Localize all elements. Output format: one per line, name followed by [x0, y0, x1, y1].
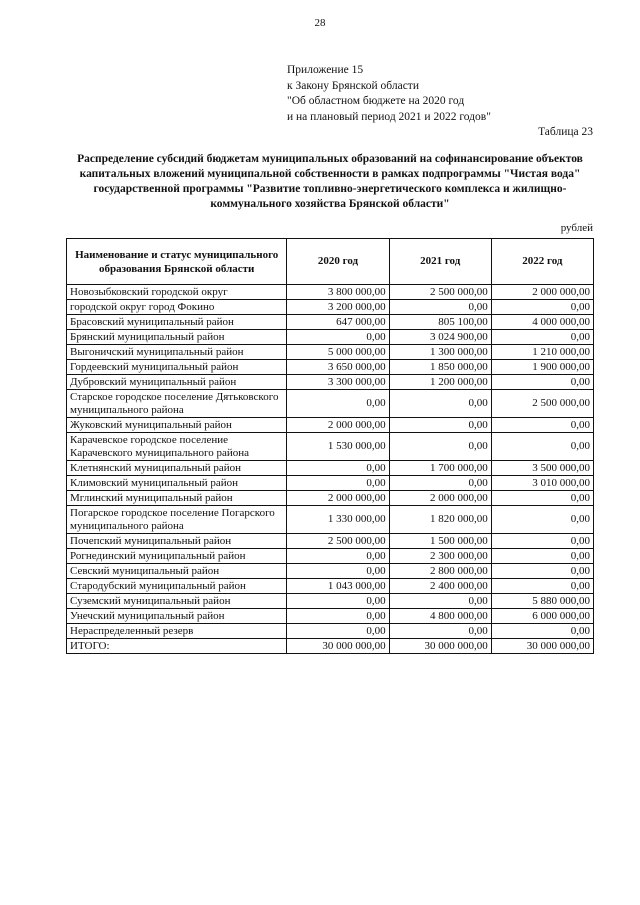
value-2020-cell: 2 500 000,00: [287, 534, 389, 549]
value-2020-cell: 0,00: [287, 390, 389, 418]
value-2020-cell: 1 043 000,00: [287, 579, 389, 594]
municipality-cell: Клетнянский муниципальный район: [67, 461, 287, 476]
table-row: [67, 491, 594, 506]
appendix-line: Приложение 15: [287, 64, 364, 76]
table-row: [67, 418, 594, 433]
municipality-cell: Гордеевский муниципальный район: [67, 360, 287, 375]
municipality-cell: Жуковский муниципальный район: [67, 418, 287, 433]
value-2021-cell: 30 000 000,00: [389, 639, 491, 654]
table-row: [67, 345, 594, 360]
municipality-cell: Старское городское поселение Дятьковского муниципального района: [67, 390, 287, 418]
table-row: [67, 476, 594, 491]
value-2022-cell: 30 000 000,00: [491, 639, 593, 654]
value-2022-cell: 1 900 000,00: [491, 360, 593, 375]
value-2020-cell: 647 000,00: [287, 315, 389, 330]
page-number: 28: [314, 17, 326, 29]
value-2022-cell: 0,00: [491, 375, 593, 390]
value-2021-cell: 0,00: [389, 624, 491, 639]
value-2020-cell: 0,00: [287, 564, 389, 579]
table-body: [67, 285, 594, 654]
value-2022-cell: 0,00: [491, 491, 593, 506]
appendix-line: к Закону Брянской области: [287, 79, 419, 92]
value-2022-cell: 3 010 000,00: [491, 476, 593, 491]
value-2020-cell: 1 530 000,00: [287, 433, 389, 461]
value-2021-cell: 2 500 000,00: [389, 285, 491, 300]
municipality-cell: Выгоничский муниципальный район: [67, 345, 287, 360]
value-2020-cell: 0,00: [287, 476, 389, 491]
municipality-cell: Погарское городское поселение Погарского муниципального района: [67, 506, 287, 534]
value-2022-cell: 0,00: [491, 624, 593, 639]
table-row: [67, 375, 594, 390]
table-row: [67, 360, 594, 375]
value-2021-cell: 0,00: [389, 433, 491, 461]
municipality-cell: Новозыбковский городской округ: [67, 285, 287, 300]
value-2021-cell: 2 300 000,00: [389, 549, 491, 564]
value-2020-cell: 0,00: [287, 624, 389, 639]
municipality-cell: Климовский муниципальный район: [67, 476, 287, 491]
municipality-cell: Стародубский муниципальный район: [67, 579, 287, 594]
table-row: [67, 564, 594, 579]
value-2022-cell: 3 500 000,00: [491, 461, 593, 476]
value-2022-cell: 0,00: [491, 564, 593, 579]
municipality-cell: Дубровский муниципальный район: [67, 375, 287, 390]
value-2022-cell: 0,00: [491, 300, 593, 315]
table-row: [67, 461, 594, 476]
municipality-cell: Почепский муниципальный район: [67, 534, 287, 549]
header-2021: 2021 год: [389, 239, 491, 285]
municipality-cell: Брянский муниципальный район: [67, 330, 287, 345]
value-2021-cell: 0,00: [389, 476, 491, 491]
value-2022-cell: 5 880 000,00: [491, 594, 593, 609]
value-2022-cell: 0,00: [491, 433, 593, 461]
municipality-cell: Мглинский муниципальный район: [67, 491, 287, 506]
value-2020-cell: 3 200 000,00: [287, 300, 389, 315]
value-2021-cell: 0,00: [389, 594, 491, 609]
table-row: [67, 300, 594, 315]
value-2022-cell: 0,00: [491, 506, 593, 534]
municipality-cell: городской округ город Фокино: [67, 300, 287, 315]
value-2022-cell: 2 500 000,00: [491, 390, 593, 418]
value-2020-cell: 3 300 000,00: [287, 375, 389, 390]
total-row: [67, 639, 594, 654]
value-2020-cell: 0,00: [287, 461, 389, 476]
value-2020-cell: 2 000 000,00: [287, 418, 389, 433]
value-2021-cell: 1 820 000,00: [389, 506, 491, 534]
value-2021-cell: 4 800 000,00: [389, 609, 491, 624]
value-2022-cell: 2 000 000,00: [491, 285, 593, 300]
table-number: Таблица 23: [538, 126, 593, 138]
table-header-row: [67, 239, 594, 285]
value-2021-cell: 1 700 000,00: [389, 461, 491, 476]
value-2020-cell: 2 000 000,00: [287, 491, 389, 506]
table-row: [67, 534, 594, 549]
value-2021-cell: 0,00: [389, 418, 491, 433]
table-row: [67, 506, 594, 534]
value-2022-cell: 6 000 000,00: [491, 609, 593, 624]
header-2022: 2022 год: [491, 239, 593, 285]
value-2021-cell: 2 000 000,00: [389, 491, 491, 506]
table-row: [67, 609, 594, 624]
table-row: [67, 390, 594, 418]
document-title: Распределение субсидий бюджетам муниципальных образований на софинансирование объектов капитальных вложений муниципальной собственности в рамках подпрограммы "Чистая вода" государственной программы "Развитие топливно-энергетического комплекса и жилищно-коммунального хозяйства Брянской области": [77, 153, 583, 210]
municipality-cell: Севский муниципальный район: [67, 564, 287, 579]
value-2020-cell: 3 650 000,00: [287, 360, 389, 375]
municipality-cell: Брасовский муниципальный район: [67, 315, 287, 330]
value-2021-cell: 3 024 900,00: [389, 330, 491, 345]
units-label: рублей: [560, 222, 593, 234]
value-2020-cell: 0,00: [287, 609, 389, 624]
value-2020-cell: 0,00: [287, 549, 389, 564]
value-2021-cell: 2 400 000,00: [389, 579, 491, 594]
value-2022-cell: 0,00: [491, 534, 593, 549]
value-2021-cell: 1 200 000,00: [389, 375, 491, 390]
header-2020: 2020 год: [287, 239, 389, 285]
value-2020-cell: 3 800 000,00: [287, 285, 389, 300]
value-2021-cell: 1 850 000,00: [389, 360, 491, 375]
table-row: [67, 594, 594, 609]
municipality-cell: Нераспределенный резерв: [67, 624, 287, 639]
value-2021-cell: 1 300 000,00: [389, 345, 491, 360]
municipality-cell: ИТОГО:: [67, 639, 287, 654]
appendix-line: и на плановый период 2021 и 2022 годов": [287, 110, 491, 123]
value-2020-cell: 1 330 000,00: [287, 506, 389, 534]
header-municipality: Наименование и статус муниципального образования Брянской области: [67, 239, 287, 285]
value-2020-cell: 5 000 000,00: [287, 345, 389, 360]
value-2020-cell: 30 000 000,00: [287, 639, 389, 654]
value-2022-cell: 0,00: [491, 579, 593, 594]
table-row: [67, 433, 594, 461]
value-2021-cell: 1 500 000,00: [389, 534, 491, 549]
table-row: [67, 624, 594, 639]
value-2021-cell: 2 800 000,00: [389, 564, 491, 579]
value-2022-cell: 0,00: [491, 330, 593, 345]
appendix-reference: [287, 63, 491, 125]
municipality-cell: Рогнединский муниципальный район: [67, 549, 287, 564]
table-row: [67, 579, 594, 594]
value-2022-cell: 4 000 000,00: [491, 315, 593, 330]
municipality-cell: Суземский муниципальный район: [67, 594, 287, 609]
municipality-cell: Карачевское городское поселение Карачевского муниципального района: [67, 433, 287, 461]
value-2021-cell: 0,00: [389, 390, 491, 418]
table-row: [67, 315, 594, 330]
subsidies-table: [66, 238, 594, 654]
table-row: [67, 285, 594, 300]
appendix-line: "Об областном бюджете на 2020 год: [287, 95, 465, 107]
municipality-cell: Унечский муниципальный район: [67, 609, 287, 624]
value-2021-cell: 0,00: [389, 300, 491, 315]
value-2022-cell: 0,00: [491, 418, 593, 433]
value-2020-cell: 0,00: [287, 330, 389, 345]
table-row: [67, 549, 594, 564]
value-2022-cell: 1 210 000,00: [491, 345, 593, 360]
table-row: [67, 330, 594, 345]
value-2021-cell: 805 100,00: [389, 315, 491, 330]
value-2020-cell: 0,00: [287, 594, 389, 609]
value-2022-cell: 0,00: [491, 549, 593, 564]
